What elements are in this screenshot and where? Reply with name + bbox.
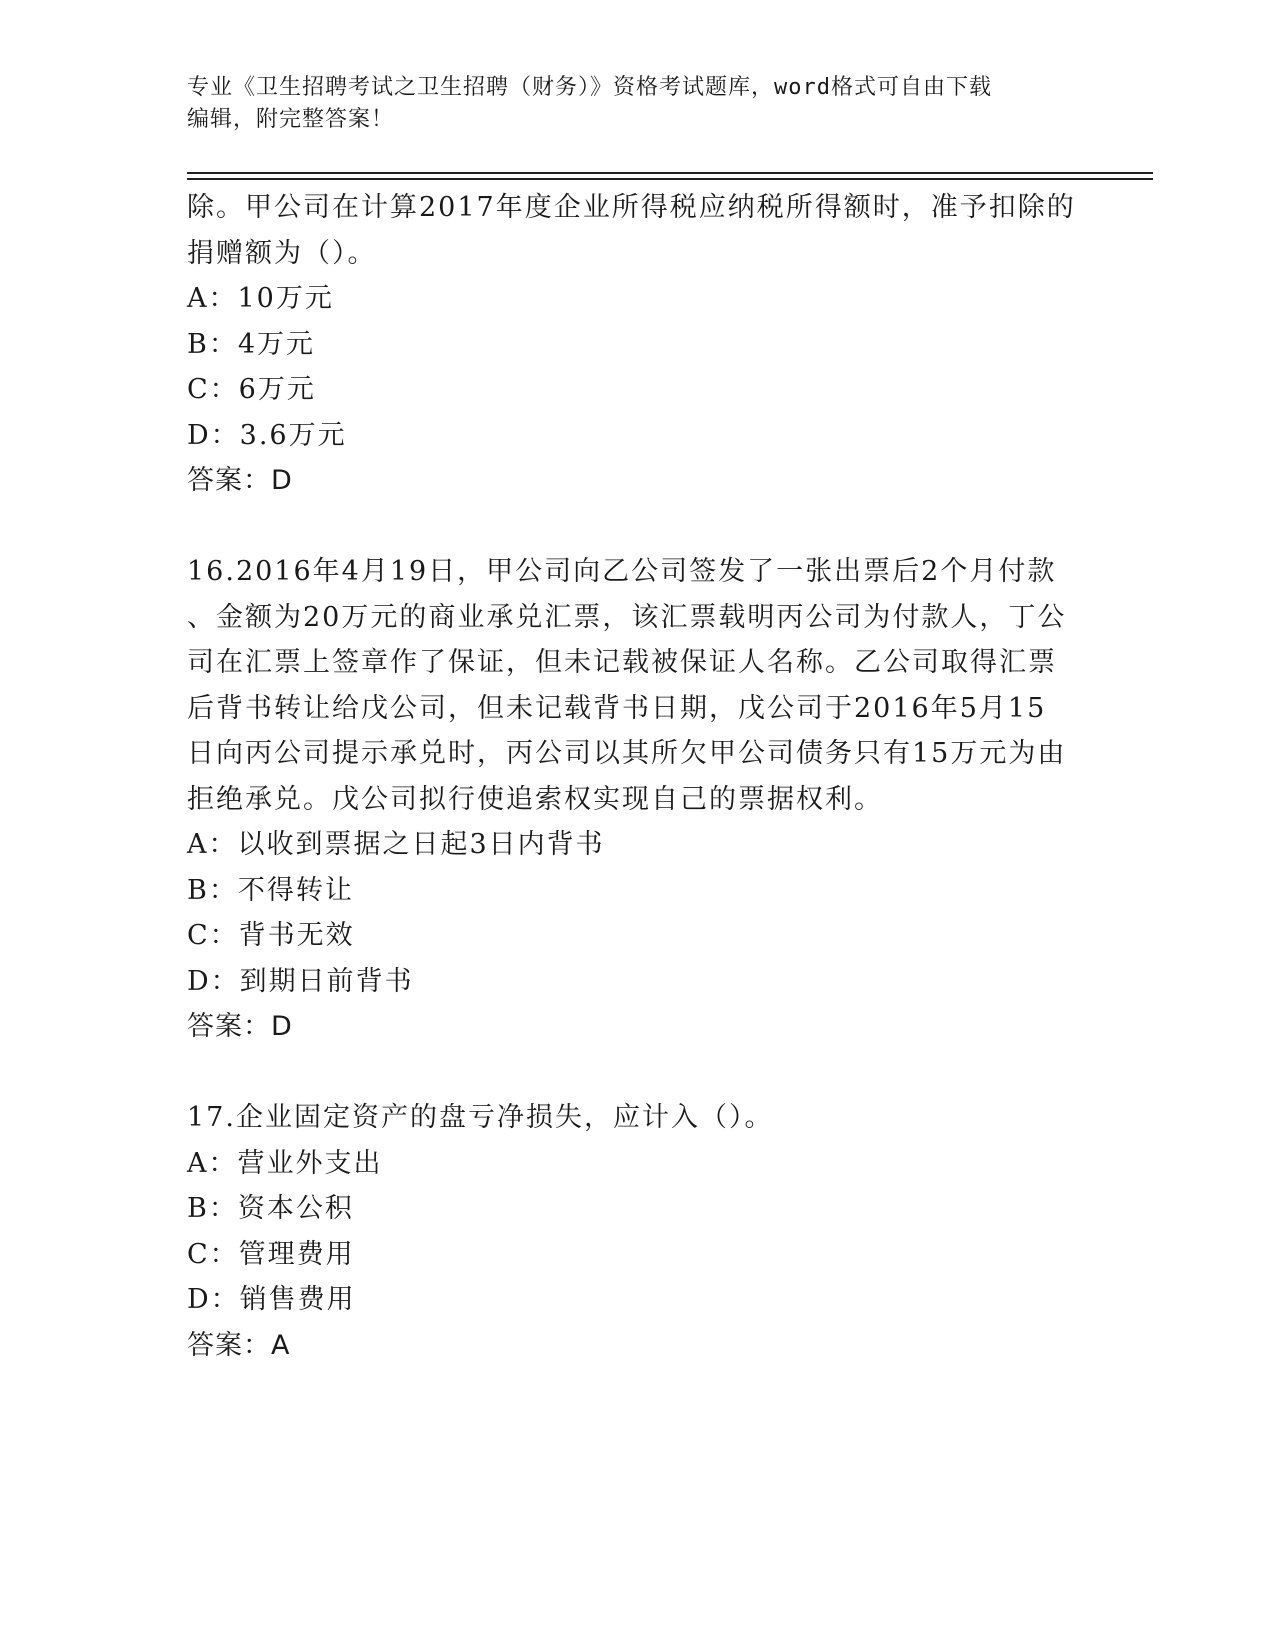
option-d: D：3.6万元 [187,419,347,451]
answer: 答案：D [187,1011,293,1042]
option-b: B：不得转让 [187,874,354,906]
document-header [187,72,1087,136]
header-rule-top [187,172,1153,174]
question-stem-line: 16.2016年4月19日，甲公司向乙公司签发了一张出票后2个月付款 [187,556,1057,587]
question-stem-line: 、金额为20万元的商业承兑汇票，该汇票载明丙公司为付款人，丁公 [187,601,1067,633]
document-body [187,185,1087,1368]
option-a: A：营业外支出 [187,1147,383,1179]
question-stem-line: 除。甲公司在计算2017年度企业所得税应纳税所得额时，准予扣除的 [187,192,1076,223]
option-b: B：资本公积 [187,1193,354,1224]
spacer [187,504,1087,550]
option-d: D：到期日前背书 [187,965,414,997]
header-rule-bottom [187,178,1153,180]
question-stem-line: 捐赠额为（）。 [187,237,377,269]
option-c: C：6万元 [187,374,316,405]
option-c: C：背书无效 [187,920,355,951]
question-17 [187,1095,1087,1368]
option-b: B：4万元 [187,328,316,360]
header-line-2: 编辑，附完整答案！ [187,107,395,132]
question-16 [187,549,1087,1050]
question-15 [187,185,1087,504]
question-stem-line: 拒绝承兑。戊公司拟行使追索权实现自己的票据权利。 [187,783,883,815]
option-c: C：管理费用 [187,1238,355,1270]
option-d: D：销售费用 [187,1284,356,1315]
option-a: A：10万元 [187,283,334,314]
question-stem-line: 司在汇票上签章作了保证，但未记载被保证人名称。乙公司取得汇票 [187,647,1057,678]
question-stem-line: 17.企业固定资产的盘亏净损失，应计入（）。 [187,1102,774,1133]
spacer [187,1050,1087,1096]
header-line-1: 专业《卫生招聘考试之卫生招聘（财务）》资格考试题库，word格式可自由下载 [187,75,992,100]
question-stem-line: 后背书转让给戊公司，但未记载背书日期，戊公司于2016年5月15 [187,692,1047,724]
question-stem-line: 日向丙公司提示承兑时，丙公司以其所欠甲公司债务只有15万元为由 [187,738,1067,769]
answer: 答案：A [187,1329,291,1361]
answer: 答案：D [187,465,293,496]
option-a: A：以收到票据之日起3日内背书 [187,829,605,860]
